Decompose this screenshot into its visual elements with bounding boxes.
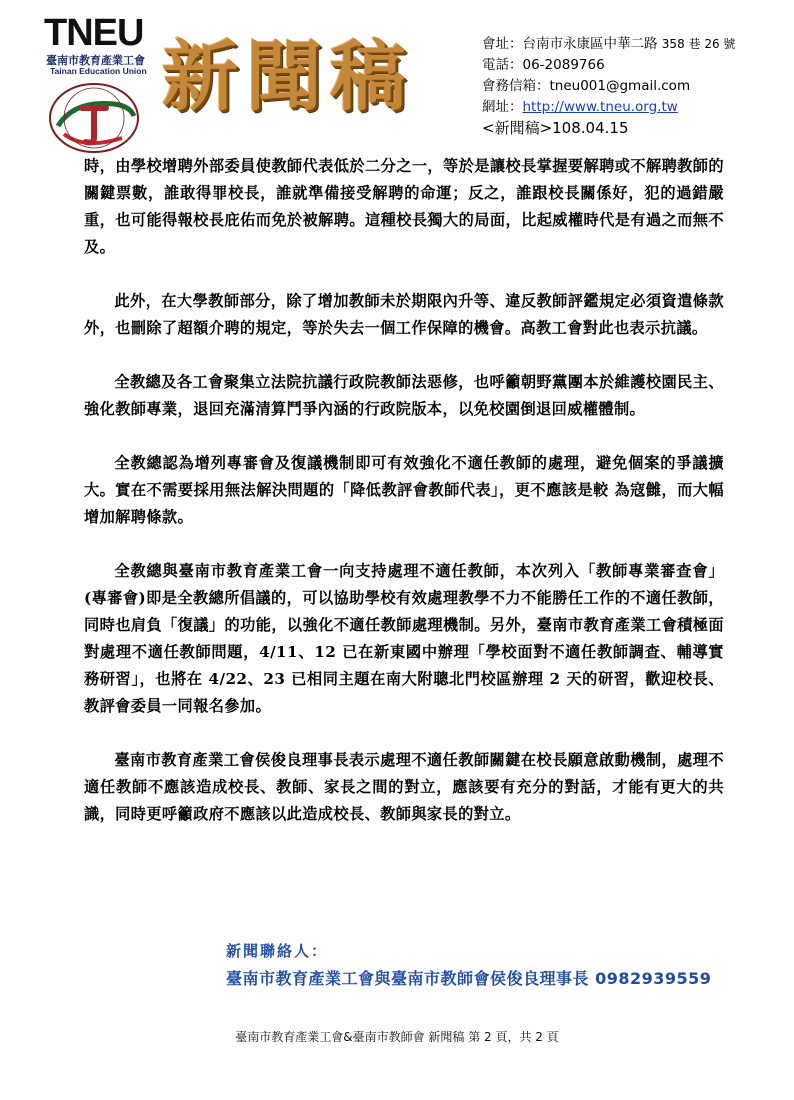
email-label: 會務信箱： bbox=[482, 78, 550, 94]
address-label: 會址： bbox=[482, 36, 523, 52]
email-row bbox=[482, 76, 735, 97]
union-logo bbox=[44, 14, 162, 144]
contact-block bbox=[482, 34, 735, 139]
press-contact-label: 新聞聯絡人： bbox=[226, 942, 329, 960]
letterhead bbox=[0, 0, 794, 150]
paragraph-1: 時，由學校增聘外部委員使教師代表低於二分之一，等於是讓校長掌握要解聘或不解聘教師的關鍵票數，誰敢得罪校長，誰就準備接受解聘的命運；反之，誰跟校長關係好，犯的過錯嚴重，也可能得報校長庇佑而免於被解聘。這種校長獨大的局面，比起威權時代是有過之而無不及。 bbox=[84, 157, 724, 256]
paragraph-6: 臺南市教育產業工會侯俊良理事長表示處理不適任教師關鍵在校長願意啟動機制，處理不適任教師不應該造成校長、教師、家長之間的對立，應該要有充分的對話，才能有更大的共識，同時更呼籲政府不應該以此造成校長、教師與家長的對立。 bbox=[84, 751, 724, 823]
address-tail: 358 巷 26 號 bbox=[661, 37, 736, 51]
press-contact-person: 臺南市教育產業工會與臺南市教師會侯俊良理事長 0982939559 bbox=[226, 969, 712, 988]
phone-value: 06-2089766 bbox=[522, 57, 605, 73]
date-row bbox=[482, 118, 735, 139]
teachers-association-seal-icon bbox=[44, 80, 148, 156]
press-contact bbox=[226, 938, 711, 994]
website-link[interactable]: http://www.tneu.org.tw bbox=[522, 99, 678, 115]
date-value: 108.04.15 bbox=[552, 119, 629, 137]
press-release-title: 新聞稿 bbox=[162, 32, 414, 121]
phone-row bbox=[482, 55, 735, 76]
press-release-body bbox=[84, 153, 724, 855]
address-row bbox=[482, 34, 735, 55]
paragraph-2: 此外，在大學教師部分，除了增加教師未於期限內升等、違反教師評鑑規定必須資遣條款外，也刪除了超額介聘的規定，等於失去一個工作保障的機會。高教工會對此也表示抗議。 bbox=[84, 292, 724, 337]
paragraph-4: 全教總認為增列專審會及復議機制即可有效強化不適任教師的處理，避免個案的爭議擴大。實在不需要採用無法解決問題的「降低教評會教師代表」，更不應該是較 為寇雠，而大幅增加解聘條款。 bbox=[84, 454, 724, 526]
page-footer: 臺南市教育產業工會&臺南市教師會 新聞稿 第 2 頁，共 2 頁 bbox=[235, 1030, 559, 1044]
date-label: <新聞稿> bbox=[482, 119, 553, 137]
union-name-zh: 臺南市教育產業工會 bbox=[46, 54, 145, 67]
phone-label: 電話： bbox=[482, 57, 523, 73]
paragraph-3: 全教總及各工會聚集立法院抗議行政院教師法惡修，也呼籲朝野黨團本於維護校園民主、強化教師專業，退回充滿清算鬥爭內涵的行政院版本，以免校園倒退回威權體制。 bbox=[84, 373, 724, 418]
union-name-en: Tainan Education Union bbox=[50, 66, 147, 76]
paragraph-5: 全教總與臺南市教育產業工會一向支持處理不適任教師，本次列入「教師專業審查會」(專審會)即是全教總所倡議的，可以協助學校有效處理教學不力不能勝任工作的不適任教師，同時也肩負「復議」的功能，以強化不適任教師處理機制。另外，臺南市教育產業工會積極面對處理不適任教師問題，4/11、12 已在新東國中辦理「學校面對不適任教師調查、輔導實務研習」，也將在 4/22、23 已相同主題在南大附聰北門校區辦理 2 天的研習，歡迎校長、教評會委員一同報名參加。 bbox=[84, 562, 724, 715]
website-row bbox=[482, 97, 735, 118]
website-label: 網址： bbox=[482, 99, 523, 115]
brand-mark: TNEU bbox=[44, 12, 144, 54]
email-value: tneu001@gmail.com bbox=[549, 78, 691, 94]
address-value: 台南市永康區中華二路 bbox=[522, 36, 658, 52]
